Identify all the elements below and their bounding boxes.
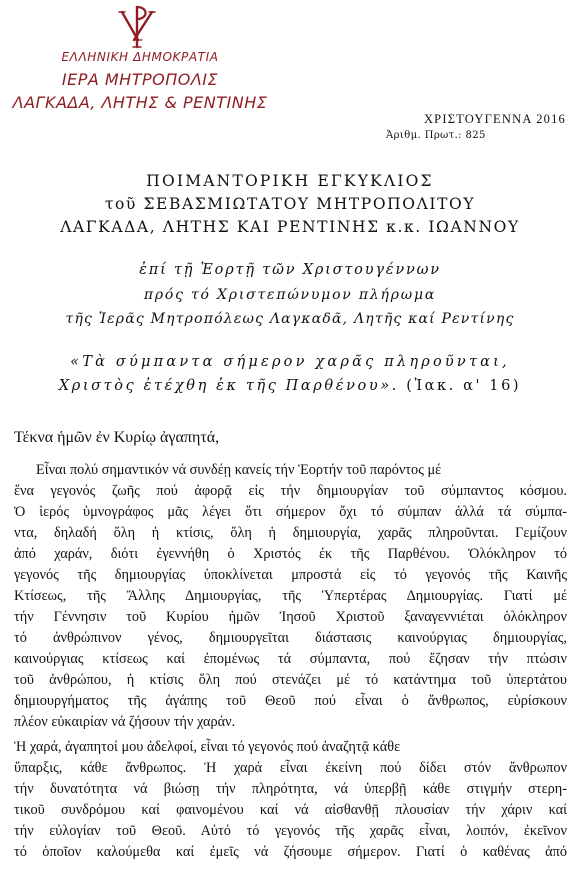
chi-rho-cross-icon — [112, 4, 168, 50]
header-metropolis: ΙΕΡΑ ΜΗΤΡΟΠΟΛΙΣ — [61, 70, 219, 89]
epigraph-line-2 — [0, 378, 580, 394]
body-line: Ὁ ἱερός ὑμνογράφος μᾶς λέγει ὅτι σήμερον ὄχι τό σύμπαν ἀλλά τά σύμπα- — [14, 504, 567, 520]
body-line: ντα, δηλαδή ὅλη ἡ κτίσις, ὅλη ἡ δημιουργία, χαρᾶς πληροῦνται. Γεμίζουν — [14, 525, 567, 541]
subtitle-diocese: τῆς Ἱερᾶς Μητροπόλεως Λαγκαδᾶ, Λητῆς καί Ρεντίνης — [65, 311, 515, 327]
body-line: Ἡ χαρά, ἀγαπητοί μου ἀδελφοί, εἶναι τό γεγονός πού ἀναζητᾷ κάθε — [14, 739, 401, 755]
body-line: τήν Γέννησιν τοῦ Κυρίου ἡμῶν Ἰησοῦ Χριστοῦ ξαναγεννιέται ὁλόκληρον — [14, 609, 567, 625]
body-line: γεγονός τῆς δημιουργίας ὑποκλίνεται μπροστά εἰς τό γεγονός τῆς Καινῆς — [14, 567, 567, 583]
protocol-number: Ἀριθμ. Πρωτ.: 825 — [386, 130, 486, 141]
epigraph-text: Χριστὸς ἐτέχθη ἐκ τῆς Παρθένου». — [58, 378, 399, 394]
body-line: ὕπαρξις, κάθε ἄνθρωπος. Ἡ χαρά εἶναι ἐκείνη πού δίδει στόν ἄνθρωπον — [14, 760, 567, 776]
greeting: Τέκνα ἡμῶν ἐν Κυρίῳ ἀγαπητά, — [14, 429, 220, 446]
body-line: τήν εὐλογίαν τοῦ Θεοῦ. Αὐτό τό γεγονός τῆς χαρᾶς εἶναι, λοιπόν, ἐκεῖνον — [14, 823, 567, 839]
body-line: δημιουργήματος τῆς ἀγάπης τοῦ Θεοῦ πού εἶναι ὁ ἄνθρωπος, εὑρίσκουν — [14, 693, 567, 709]
dateline: ΧΡΙΣΤΟΥΓΕΝΝΑ 2016 — [423, 112, 566, 126]
body-line: τικοῦ συνδρόμου καί φαινομένου καί νά αἰσθανθῇ πλουσίαν τήν χάριν καί — [14, 802, 567, 818]
body-line: ἀπό χαράν, διότι ἐγεννήθη ὁ Χριστός ἐκ τῆς Παρθένου. Ὁλόκληρον τό — [14, 546, 567, 562]
body-line: τό ὁποῖον καλούμεθα καί ἐμεῖς νά ζήσουμε σήμερον. Γιατί ὁ καθένας ἀπό — [14, 844, 567, 860]
body-line: τοῦ ἀνθρώπου, ἡ κτίσις ὅλη πού στενάζει μέ τό κατάντημα τοῦ ὑπερτάτου — [14, 672, 567, 688]
body-line: Κτίσεως, τῆς Ἄλλης Δημιουργίας, τῆς Ὑπερτέρας Δημιουργίας. Γιατί μέ — [14, 588, 567, 604]
epigraph-reference: (Ἰακ. α' 16) — [398, 378, 522, 394]
title-author-name: ΛΑΓΚΑΔΑ, ΛΗΤΗΣ ΚΑΙ ΡΕΝΤΙΝΗΣ κ.κ. ΙΩΑΝΝΟΥ — [60, 218, 520, 236]
header-republic: ΕΛΛΗΝΙΚΗ ΔΗΜΟΚΡΑΤΙΑ — [61, 50, 219, 64]
title-encyclical: ΠΟΙΜΑΝΤΟΡΙΚΗ ΕΓΚΥΚΛΙΟΣ — [146, 172, 434, 190]
subtitle-audience: πρός τό Χριστεπώνυμον πλήρωμα — [143, 287, 437, 303]
subtitle-feast: ἐπί τῇ Ἑορτῇ τῶν Χριστουγέννων — [139, 262, 441, 278]
body-line: ἕνα γεγονός ζωῆς πού ἀφορᾷ εἰς τήν δημιουργίαν τοῦ σύμπαντος κόσμου. — [14, 483, 567, 499]
header-diocese: ΛΑΓΚΑΔΑ, ΛΗΤΗΣ & ΡΕΝΤΙΝΗΣ — [12, 93, 268, 112]
body-line: πλέον εὐκαιρίαν νά ζήσουν τήν χαράν. — [14, 714, 236, 730]
body-line: τήν δυνατότητα νά βιώσῃ τήν πληρότητα, νά ὑπερβῇ κάθε στιγμήν στερη- — [14, 781, 567, 797]
body-line: Εἶναι πολύ σημαντικόν νά συνδέῃ κανείς τήν Ἑορτήν τοῦ παρόντος μέ — [36, 462, 442, 478]
epigraph-line-1: «Τὰ σύμπαντα σήμερον χαρᾶς πληροῦνται, — [70, 354, 510, 370]
body-line: καινούργιας κτίσεως καί ἐπομένως τά σύμπαντα, πού ἔζησαν τήν πτώσιν — [14, 651, 567, 667]
title-author-rank: τοῦ ΣΕΒΑΣΜΙΩΤΑΤΟΥ ΜΗΤΡΟΠΟΛΙΤΟΥ — [104, 195, 476, 213]
body-line: τό ἀνθρώπινον γένος, δημιουργεῖται διάστασις καινούργιας δημιουργίας, — [14, 630, 567, 646]
